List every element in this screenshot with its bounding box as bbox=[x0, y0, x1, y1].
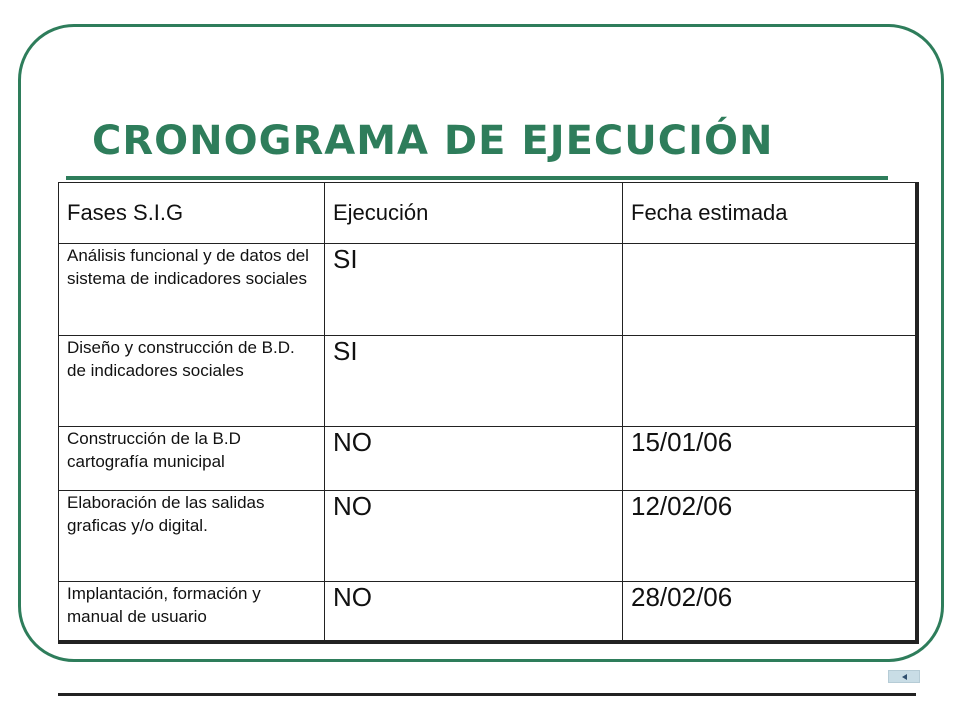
table-row bbox=[59, 336, 917, 427]
date-cell: 28/02/06 bbox=[623, 582, 917, 642]
table-row bbox=[59, 244, 917, 336]
footer-divider bbox=[58, 693, 916, 696]
phase-cell: Construcción de la B.D cartografía municipal bbox=[59, 427, 325, 491]
execution-cell: SI bbox=[325, 336, 623, 427]
table-row bbox=[59, 582, 917, 642]
header-phases: Fases S.I.G bbox=[59, 183, 325, 244]
previous-slide-button[interactable] bbox=[888, 670, 920, 683]
phase-cell: Elaboración de las salidas graficas y/o digital. bbox=[59, 491, 325, 582]
title-underline bbox=[66, 176, 888, 180]
triangle-left-icon bbox=[902, 674, 907, 680]
phase-cell: Análisis funcional y de datos del sistema de indicadores sociales bbox=[59, 244, 325, 336]
slide-title: CRONOGRAMA DE EJECUCIÓN bbox=[92, 118, 774, 164]
header-estimated-date: Fecha estimada bbox=[623, 183, 917, 244]
date-cell bbox=[623, 244, 917, 336]
phase-cell: Implantación, formación y manual de usuario bbox=[59, 582, 325, 642]
execution-cell: NO bbox=[325, 427, 623, 491]
date-cell: 15/01/06 bbox=[623, 427, 917, 491]
schedule-table bbox=[58, 182, 919, 644]
table-header-row bbox=[59, 183, 917, 244]
date-cell bbox=[623, 336, 917, 427]
execution-cell: NO bbox=[325, 491, 623, 582]
phase-cell: Diseño y construcción de B.D. de indicadores sociales bbox=[59, 336, 325, 427]
header-execution: Ejecución bbox=[325, 183, 623, 244]
execution-cell: SI bbox=[325, 244, 623, 336]
execution-cell: NO bbox=[325, 582, 623, 642]
date-cell: 12/02/06 bbox=[623, 491, 917, 582]
table-row bbox=[59, 491, 917, 582]
table-row bbox=[59, 427, 917, 491]
